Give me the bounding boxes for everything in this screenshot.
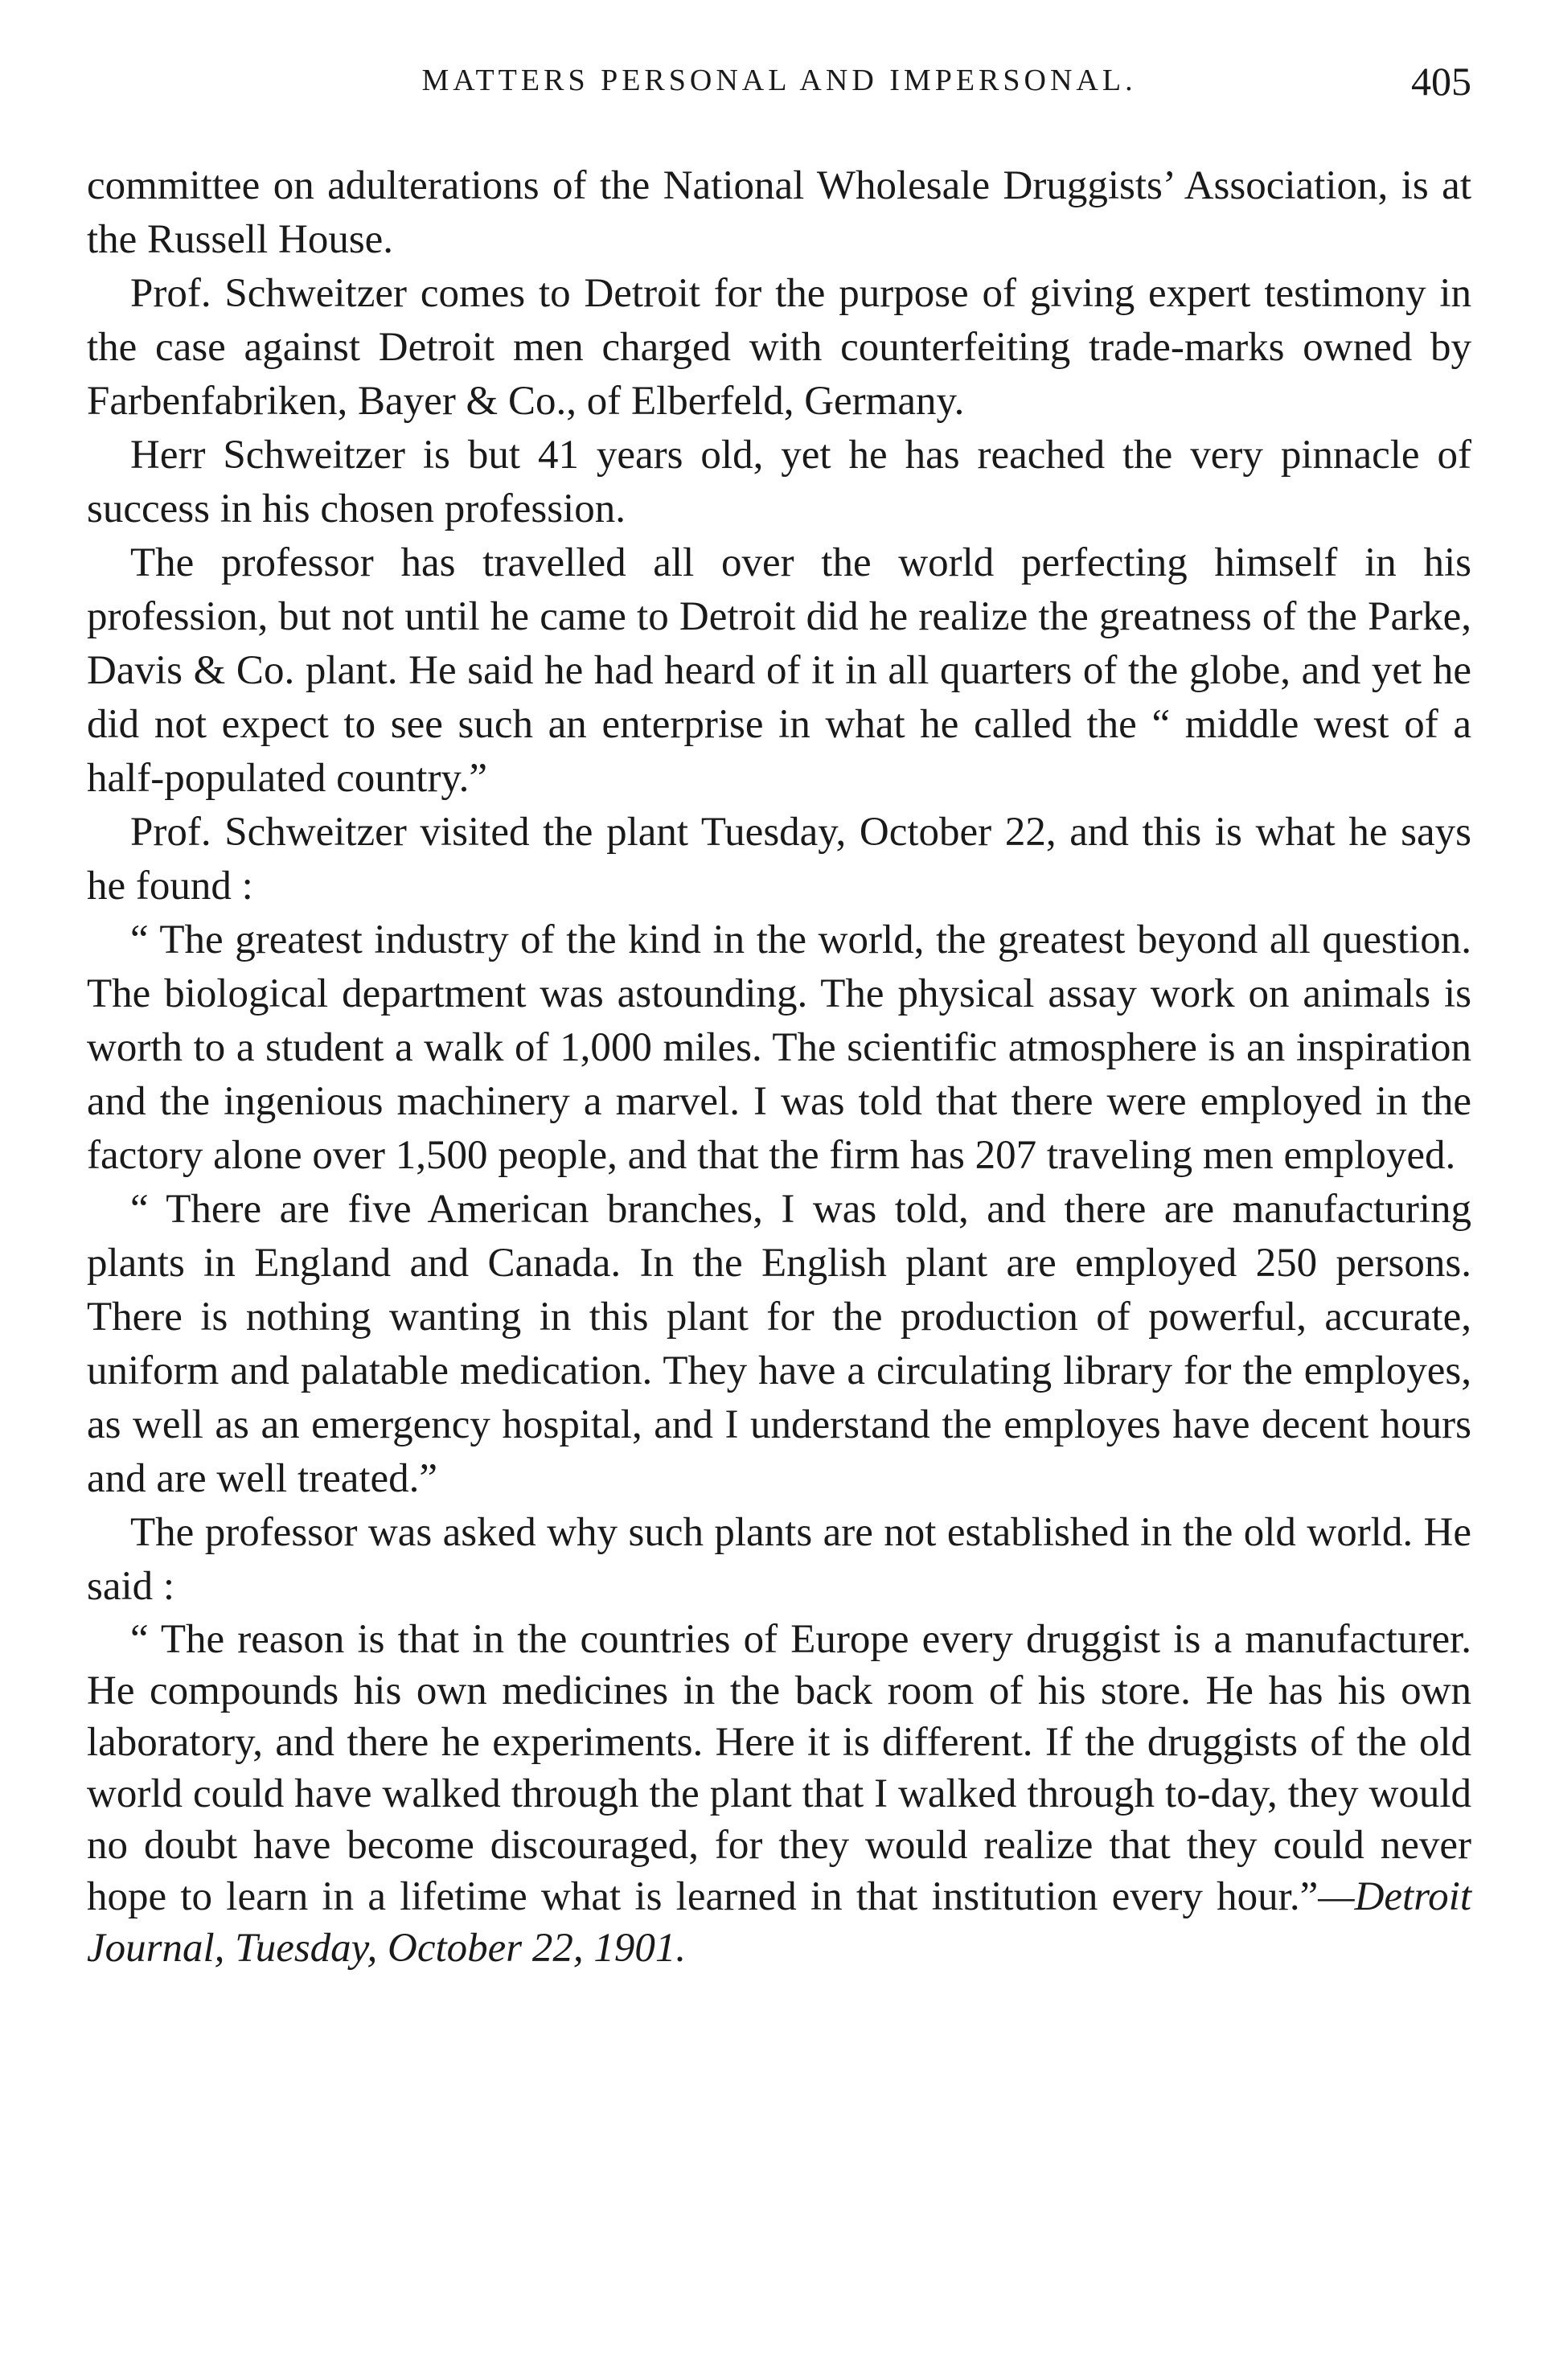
paragraph: The professor has travelled all over the world perfecting himself in his profession, but not until he came to Detroit did he realize the greatness of the Parke, Davis & Co. plant. He said he had heard of it in all quarters of the globe, and yet he did not expect to see such an enterprise in what he called the “ middle west of a half-populated country.” [87, 540, 1471, 801]
paragraph: The professor was asked why such plants are not established in the old world. He said : [87, 1510, 1471, 1609]
quotation-paragraph: “ There are five American branches, I was told, and there are manufacturing plants in England and Canada. In the English plant are employed 250 persons. There is nothing wanting in this plant for the production of powerful, accurate, uniform and palatable medication. They have a circulating library for the employes, as well as an emergency hospital, and I understand the employes have decent hours and are well treated.” [87, 1187, 1471, 1501]
article-body [87, 159, 1471, 1974]
running-head: MATTERS PERSONAL AND IMPERSONAL. [421, 64, 1137, 97]
final-quotation-paragraph [87, 1614, 1471, 1974]
final-quotation-text: “ The reason is that in the countries of Europe every druggist is a manufacturer. He compounds his own medicines in the back room of his store. He has his own laboratory, and there he experiments. Here it is different. If the druggists of the old world could have walked through the plant that I walked through to-day, they would no doubt have become discouraged, for they would realize that they could never hope to learn in a lifetime what is learned in that institution every hour.” [87, 1617, 1471, 1919]
page-number: 405 [1411, 59, 1471, 104]
page-header [87, 59, 1471, 111]
quotation-paragraph: “ The greatest industry of the kind in the world, the greatest beyond all question. The biological department was astounding. The physical assay work on animals is worth to a student a walk of 1,000 miles. The scientific atmosphere is an inspiration and the ingenious machinery a marvel. I was told that there were employed in the factory alone over 1,500 people, and that the firm has 207 traveling men employed. [87, 917, 1471, 1178]
paragraph: committee on adulterations of the National Wholesale Druggists’ Association, is at the Russell House. [87, 163, 1471, 262]
paragraph: Prof. Schweitzer visited the plant Tuesday, October 22, and this is what he says he found : [87, 810, 1471, 909]
source-citation: —Detroit Journal, Tuesday, October 22, 1901. [87, 1874, 1471, 1971]
paragraph: Herr Schweitzer is but 41 years old, yet he has reached the very pinnacle of success in his chosen profession. [87, 433, 1471, 531]
paragraph: Prof. Schweitzer comes to Detroit for the purpose of giving expert testimony in the case against Detroit men charged with counterfeiting trade-marks owned by Farbenfabriken, Bayer & Co., of Elberfeld, Germany. [87, 271, 1471, 424]
